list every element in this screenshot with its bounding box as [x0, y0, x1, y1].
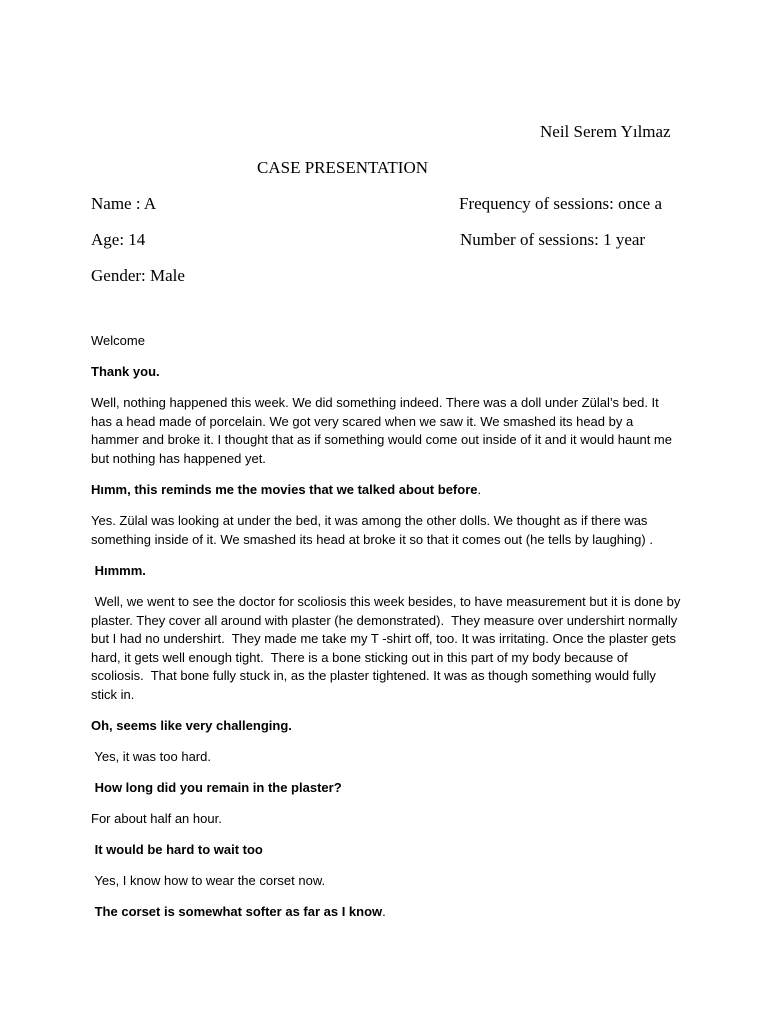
dialogue-line: It would be hard to wait too — [91, 842, 263, 857]
dialogue-line: Yes, I know how to wear the corset now. — [91, 873, 326, 888]
dialogue-line: Hımmm. — [91, 563, 146, 578]
document-title: CASE PRESENTATION — [257, 158, 429, 177]
dialogue-line: Oh, seems like very challenging. — [91, 718, 292, 733]
dialogue-line: How long did you remain in the plaster? — [91, 780, 342, 795]
dialogue-line: The corset is somewhat softer as far as I know. — [91, 904, 386, 919]
patient-age: Age: 14 — [91, 230, 146, 249]
dialogue-line: Yes. Zülal was looking at under the bed, it was among the other dolls. We thought as if there was something inside of it. We smashed its head at broke it so that it comes out (he tells by laughing) . — [91, 513, 653, 547]
author-name: Neil Serem Yılmaz — [540, 122, 671, 141]
patient-gender: Gender: Male — [91, 266, 185, 285]
dialogue-line: Well, we went to see the doctor for scoliosis this week besides, to have measurement but it is done by plaster. They cover all around with plaster (he demonstrated). They measure over undershirt normally but I had no undershirt. They made me take my T -shirt off, too. It was irritating. Once the plaster gets hard, it gets well enough tight. There is a bone sticking out in this part of my body because of scoliosis. That bone fully stuck in, as the plaster tightened. It was as though something would fully stick in. — [91, 594, 685, 702]
session-frequency: Frequency of sessions: once a — [459, 194, 663, 213]
patient-name: Name : A — [91, 194, 157, 213]
dialogue-line: Welcome — [91, 333, 145, 348]
dialogue-line: Well, nothing happened this week. We did something indeed. There was a doll under Zülal’s bed. It has a head made of porcelain. We got very scared when we saw it. We smashed its head by a hammer and broke it. I thought that as if something would come out inside of it and it would haunt me but nothing has happened yet. — [91, 395, 672, 466]
session-count: Number of sessions: 1 year — [460, 230, 646, 249]
dialogue-line: Hımm, this reminds me the movies that we talked about before. — [91, 482, 482, 497]
dialogue-line: Thank you. — [91, 364, 160, 379]
dialogue-line: Yes, it was too hard. — [91, 749, 211, 764]
dialogue-line: For about half an hour. — [91, 811, 222, 826]
